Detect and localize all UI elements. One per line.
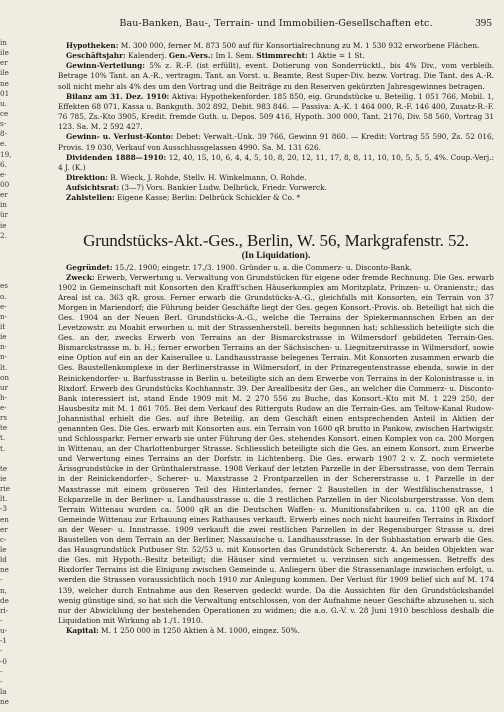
margin-fragment: ür [0,210,9,220]
margin-fragment: ce [0,108,9,118]
margin-fragment: ie [0,332,7,342]
margin-fragment: on [0,372,9,382]
margin-fragment: ld [0,555,7,565]
margin-fragment: ur [0,382,9,392]
margin-fragment: -1 [0,636,8,646]
running-title: Bau-Banken, Bau-, Terrain- und Immobilien-Gesellschaften etc. [119,18,433,29]
company-description [58,263,494,636]
margin-fragment: 01 [0,88,10,98]
capital-entry: Kapital: M. 1 250 000 in 1250 Aktien à M. 1000, eingez. 50%. [66,625,300,635]
supervisory-board-entry: Aufsichtsrat: (3—7) Vors. Bankier Ludw. Delbrück, Friedr. Vorwerck. [66,183,327,193]
margin-fragment: o. [0,291,7,301]
margin-fragment: - [0,676,3,686]
margin-fragment: de [0,595,9,605]
margin-fragment: 00 [0,179,10,189]
margin-fragment: en [0,514,9,524]
paying-agents-entry: Zahlstellen: Eigene Kasse; Berlin: Delbrück Schickler & Co. * [66,193,301,203]
margin-fragment: er [0,190,8,200]
previous-company-details [58,41,494,204]
founded-entry: Gegründet: 15./2. 1900; eingetr. 17./3. 1900. Gründer u. a. die Commerz- u. Disconto-Bank. [66,262,412,272]
margin-fragment: la [0,687,7,696]
margin-fragment [0,271,14,281]
purpose-entry: Zweck: Erwerb, Verwertung u. Verwaltung von Grundstücken für eigene oder fremde Rechnung. Die Ges. erwarb 1902 in Gemeinschaft mit Konsorten den Krafft'schen Häuserkomplex am Moritzplatz, Prinzen- u. Oranienstr.; das Areal ist ca. 363 qR. gross. Ferner erwarb die Grundstücks-A.-G., gleichfalls mit Konsorten, ein Terrain von 37 Morgen in Mariendorf; die Führung beider Geschäfte liegt der Ges. gegen Konsort.-Provis. ob. Beteiligt hat sich die Ges. 1904 an der Neuen Berl. Grundstücks-A.-G., welche die Terrains der Spiekermannschen Erben an der Levetzowstr. zu Moabit erworben u. mit der Strassenherstell. bereits begonnen hat; schliesslich beteiligte sich die Ges. an der, zwecks Erwerb von Terrains an der Bismarckstrasse in Wilmersdorf gebildeten Terrain-Ges. Bismarckstrasse m. b. H.; ferner erworben Terrains an der Sächsischen- u. Liegnitzerstrasse in Wilmersdorf, sowie eine Option auf ein an der Kaiserallee u. Landhausstrasse belegenes Terrain. Mit Konsorten zusammen erwarb die Ges. Baustellenkomplexe in der Berlinerstrasse in Wilmersdorf, in der Prinzregentenstrasse ebenda, sowie in der Reinickendorfer- u. Barfusstrasse in Berlin u. beteiligte sich an dem Erwerbe von Terrains in der Kolonistrasse u. in Rixdorf. Erwerb des Grundstücks Kochhannstr. 39. Der Areallbesitz der Ges., an welcher die Commerz- u. Disconto-Bank interessiert ist, stand Ende 1909 mit M. 2 270 556 zu Buche, das Konsort.-Kto mit M. 1 229 250, der Hausbesitz mit M. 1 861 705. Bei dem Verkauf des Ritterguts Rudow an die Terrain-Ges. am Teltow-Kanal Rudow-Johannisthal erhielt die Ges. auf ihre Beteilig. an dem Geschäft einen entsprechenden Anteil in Aktien der genannten Ges. Die Ges. erwarb mit Konsorten aus. ein Terrain von 1600 qR brutto in Pankow, zwischen Hartwigstr. und Schlossparkr. Ferner erwarb sie unter Führung der Ges. stehendes Konsort. einen Komplex von ca. 200 Morgen in Wittenau, an der Charlottenburger Strasse. Schliesslich beteiligte sich die Ges. an einem Konsort. zum Erwerbe und Verwertung eines Terrains an der Dorfstr. in Lichtenberg. Die Ges. erwarb 1907 2 v. Z. noch vermietete Ärissgrundstücke in der Grünthalerstrasse. 1908 Verkauf der letzten Parzelle in der Ebersstrasse, von dem Terrain in der Reinickendorfer-, Scherer- u. Maxstrasse 2 Frontparzellen in der Schererstrasse u. 1 Parzelle in der Maxstrasse mit einem grösseren Teil des Hinterlandes, ferner 2 Baustellen in der Westfälischenstrasse, 1 Eckparzelle in der Berliner- u. Landhausstrasse u. die 3 restlichen Parzellen in der Nicolsburgerstrasse. Von dem Terrain Wittenau wurden ca. 5000 qR an die Deutschen Waffen- u. Munitionsfabriken u. ca. 1100 qR an die Gemeinde Wittenau zur Erbauung eines Rathauses verkauft. Erwerb eines noch nicht baureifen Terrains in Rixdorf an der Weser- u. Innstrasse. 1909 verkauft die zwei restlichen Parzellen in der Regensburger Strasse u. drei Baustellen von dem Terrain an der Berliner, Nassauische u. Landhausstrasse. In der Subhastation erwarb die Ges. das Hausgrundstück Putbuser Str. 52/53 u. mit Konsorten das Grundstück Schererstr. 4. An beiden Objekten war die Ges. mit Hypoth.-Besitz beteiligt; die Häuser sind vermietet u. verzinsen sich angemessen. Betreffs des Rixdorfer Terrains ist die Einigung zwischen Gemeinde u. Anliegern über die Strassenanlage inzwischen erfolgt, u. werden die Strassen voraussichtlich noch 1910 zur Anlegung kommen. Der Verlust für 1909 belief sich auf M. 174 139, welcher durch Entnahme aus den Reserven gedeckt wurde. Da die Aussichten für den Grundstückshandel wenig günstige sind, so hat sich die Verwaltung entschlossen, von der Aufnahme neuer Geschäfte abzusehen u. sich nur der Abwicklung der bestehenden Operationen zu widmen; die a.o. G.-V. v. 28 Juni 1910 beschloss deshalb die Liquidation mit Wirkung ab 1./1. 1910. [58,272,494,625]
margin-fragment: e- [0,169,7,179]
margin-fragment: u- [0,626,8,636]
left-margin-fragments [0,38,14,707]
margin-fragment: e- [0,301,7,311]
mortgage-entry: Hypotheken: M. 300 000, ferner M. 873 500 auf für Konsortialrechnung zu M. 1 530 932 erworbene Flächen. [66,41,480,50]
margin-fragment: lt. [0,494,8,504]
margin-fragment: le [0,545,7,555]
margin-fragment: - [0,666,3,676]
margin-fragment: ile [0,48,9,58]
margin-fragment: te [0,423,8,433]
board-entry: Direktion: B. Wieck, J. Rohde, Stellv. H. Winkelmann, O. Rohde. [66,173,307,183]
margin-fragment: -0 [0,656,8,666]
margin-fragment: lt. [0,362,8,372]
margin-fragment: ri- [0,605,9,615]
margin-fragment: u. [0,98,7,108]
margin-fragment: rs [0,413,8,423]
margin-fragment: 2. [0,230,7,240]
margin-fragment: n- [0,311,8,321]
margin-fragment: -3 [0,504,8,514]
margin-fragment: te [0,463,8,473]
margin-fragment: ne [0,565,9,575]
margin-fragment: e- [0,403,7,413]
profit-distribution-entry: Gewinn-Verteilung: 5% z. R.-F. (ist erfüllt), event. Dotierung von Sonderrücktl., bis 4% Div., vom verbleib. Betrage 10% Tant. an A.-R., vertragm. Tant. an Vorst. u. Beamte, Rest Super-Div. bezw. Vortrag. Die Tant. des A.-R. soll nicht mehr als 4% des um den Vortrag und die Beiträge zu den Reserven gekürzten Jahresgewinnes betragen. [58,61,494,91]
margin-fragment: e. [0,139,7,149]
liquidation-status: (In Liquidation). [241,249,311,261]
book-page [58,18,494,636]
margin-fragment: h- [0,392,8,402]
page-number: 395 [475,17,492,29]
margin-fragment: ie [0,474,7,484]
running-header [58,18,494,32]
balance-sheet-entry: Bilanz am 31. Dez. 1910: Aktiva: Hypothekenforder. 185 850, eig. Grundstücke u. Beteilig. 1 051 766, Mobil. 1, Effekten 68 071, Kassa u. Bankguth. 302 892, Debit. 983 846. — Passiva: A.-K. 1 464 000, R.-F. 146 400, Zusatz-R.-F. 76 785, Zs.-Kto 3905, Kredit. fremde Guth. u. Depos. 509 416, Hypoth. 300 000, Tant. 2176, Div. 58 560, Vortrag 31 123. Sa. M. 2 592 427. [58,91,494,132]
margin-fragment: ie [0,220,7,230]
margin-fragment: es [0,281,8,291]
margin-fragment: in [0,38,7,47]
margin-fragment: rie [0,484,10,494]
margin-fragment: 8- [0,129,8,139]
margin-fragment: in [0,200,7,210]
dividends-entry: Dividenden 1888—1910: 12, 40, 15, 10, 6, 4, 4, 5, 10, 8, 20, 12, 11, 17, 8, 8, 11, 10, 10, 5, 5, 5, 4%. Coup.-Verj.: 4 J. (K.) [58,152,494,172]
margin-fragment: s- [0,119,7,129]
margin-fragment: n- [0,342,8,352]
margin-fragment: n, [0,585,7,595]
margin-fragment: n- [0,352,8,362]
margin-fragment [0,261,14,271]
margin-fragment [0,454,14,464]
fiscal-year-entry: Geschäftsjahr: Kalenderj. Gen.-Vers.: Im I. Sem. Stimmrecht: 1 Aktie = 1 St. [66,51,365,61]
margin-fragment: c- [0,534,7,544]
margin-fragment: 19, [0,149,12,159]
margin-fragment: ne [0,697,9,707]
margin-fragment: 6. [0,159,7,169]
margin-fragment: - [0,616,3,626]
margin-fragment [0,241,14,251]
margin-fragment: - [0,646,3,656]
margin-fragment: er [0,58,8,68]
margin-fragment: t. [0,443,6,453]
company-heading: Grundstücks-Akt.-Ges., Berlin, W. 56, Markgrafenstr. 52. [83,230,469,250]
margin-fragment: - [0,575,3,585]
margin-fragment: ne [0,78,9,88]
margin-fragment: t. [0,433,6,443]
margin-fragment: er [0,524,8,534]
profit-loss-entry: Gewinn- u. Verlust-Konto: Debet: Verwalt.-Unk. 39 766, Gewinn 91 860. — Kredit: Vortrag 55 590, Zs. 52 016, Provis. 19 030, Verkauf von Ausschlussgelassen 4990. Sa. M. 131 626. [58,132,494,152]
margin-fragment: it [0,321,6,331]
margin-fragment [0,251,14,261]
margin-fragment: ile [0,68,9,78]
